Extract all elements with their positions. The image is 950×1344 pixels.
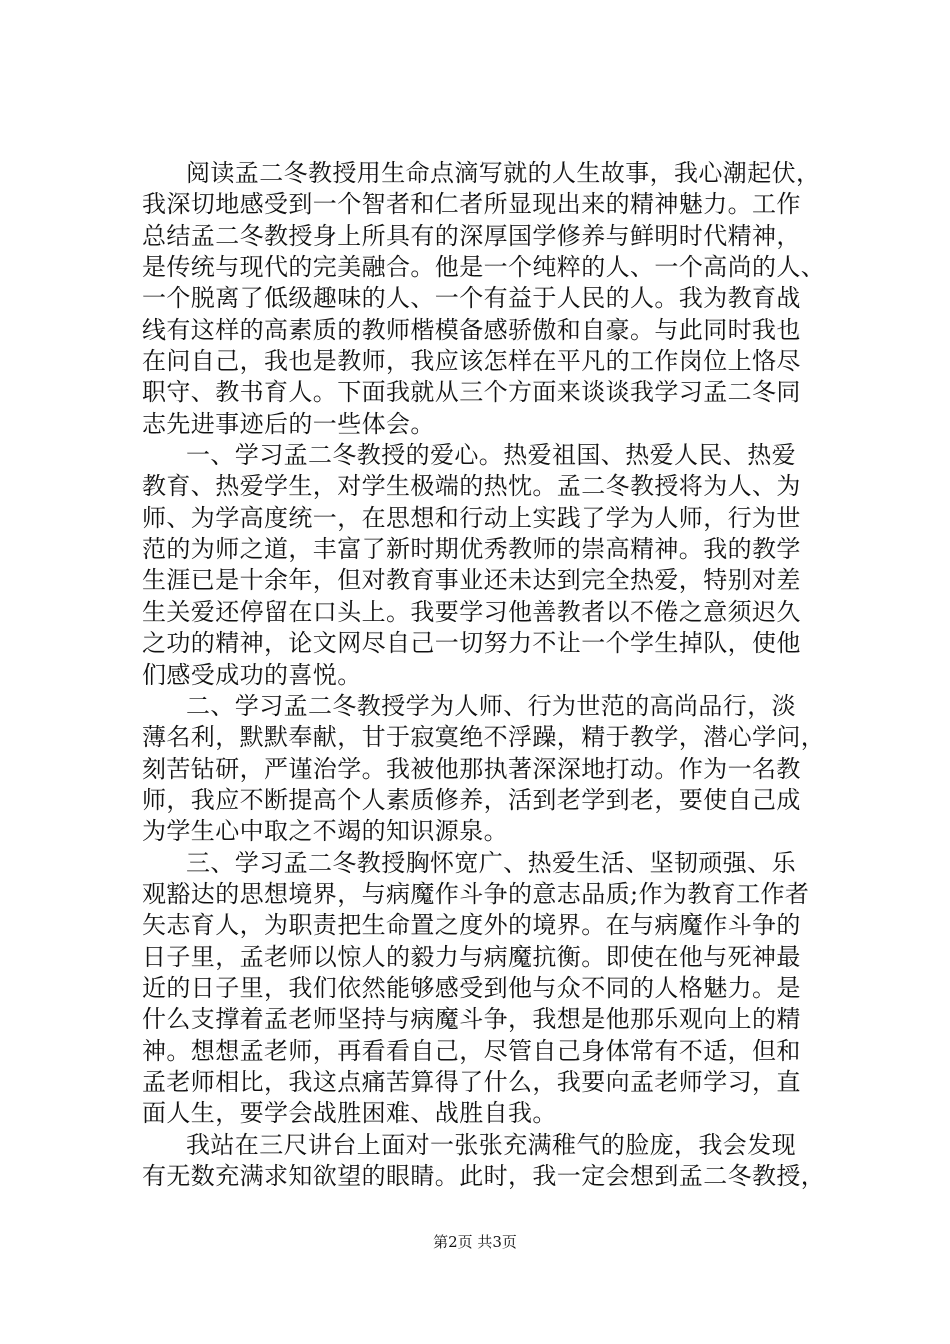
text-line: 我站在三尺讲台上面对一张张充满稚气的脸庞，我会发现 <box>186 1130 796 1159</box>
text-line: 阅读孟二冬教授用生命点滴写就的人生故事，我心潮起伏， <box>186 159 821 187</box>
text-line: 二、学习孟二冬教授学为人师、行为世范的高尚品行，淡 <box>186 691 796 720</box>
text-line: 一、学习孟二冬教授的爱心。热爱祖国、热爱人民、热爱 <box>186 441 796 470</box>
text-line: 范的为师之道，丰富了新时期优秀教师的崇高精神。我的教学 <box>142 535 801 564</box>
text-line: 生涯已是十余年，但对教育事业还未达到完全热爱，特别对差 <box>142 566 801 595</box>
text-line: 志先进事迹后的一些体会。 <box>142 409 435 438</box>
text-line: 孟老师相比，我这点痛苦算得了什么，我要向孟老师学习，直 <box>142 1067 801 1096</box>
text-line: 之功的精神，论文网尽自己一切努力不让一个学生掉队，使他 <box>142 629 801 658</box>
text-line: 生关爱还停留在口头上。我要学习他善教者以不倦之意须迟久 <box>142 597 801 626</box>
text-line: 薄名利，默默奉献，甘于寂寞绝不浮躁，精于教学，潜心学问， <box>142 723 826 752</box>
text-line: 有无数充满求知欲望的眼睛。此时，我一定会想到孟二冬教授， <box>142 1162 826 1190</box>
text-line: 矢志育人，为职责把生命置之度外的境界。在与病魔作斗争的 <box>142 911 801 940</box>
text-line: 教育、热爱学生，对学生极端的热忱。孟二冬教授将为人、为 <box>142 472 801 501</box>
text-line: 神。想想孟老师，再看看自己，尽管自己身体常有不适，但和 <box>142 1036 801 1065</box>
text-line: 近的日子里，我们依然能够感受到他与众不同的人格魅力。是 <box>142 973 801 1002</box>
text-line: 师、为学高度统一，在思想和行动上实践了学为人师，行为世 <box>142 503 801 532</box>
page-footer: 第2页 共3页 <box>433 1233 517 1251</box>
text-line: 们感受成功的喜悦。 <box>142 660 362 689</box>
text-line: 总结孟二冬教授身上所具有的深厚国学修养与鲜明时代精神， <box>142 221 801 250</box>
text-line: 一个脱离了低级趣味的人、一个有益于人民的人。我为教育战 <box>142 284 801 313</box>
text-line: 我深切地感受到一个智者和仁者所显现出来的精神魅力。工作 <box>142 190 801 219</box>
document-body <box>142 158 842 1192</box>
text-line: 观豁达的思想境界，与病魔作斗争的意志品质;作为教育工作者 <box>142 879 810 908</box>
text-line: 线有这样的高素质的教师楷模备感骄傲和自豪。与此同时我也 <box>142 315 801 344</box>
text-line: 在问自己，我也是教师，我应该怎样在平凡的工作岗位上恪尽 <box>142 347 801 376</box>
text-line: 什么支撑着孟老师坚持与病魔斗争，我想是他那乐观向上的精 <box>142 1005 801 1034</box>
text-line: 为学生心中取之不竭的知识源泉。 <box>142 817 508 846</box>
text-line: 三、学习孟二冬教授胸怀宽广、热爱生活、坚韧顽强、乐 <box>186 848 796 877</box>
text-line: 师，我应不断提高个人素质修养，活到老学到老，要使自己成 <box>142 785 801 814</box>
text-line: 是传统与现代的完美融合。他是一个纯粹的人、一个高尚的人、 <box>142 253 826 282</box>
text-line: 面人生，要学会战胜困难、战胜自我。 <box>142 1099 557 1128</box>
text-line: 刻苦钻研，严谨治学。我被他那执著深深地打动。作为一名教 <box>142 754 801 783</box>
text-line: 日子里，孟老师以惊人的毅力与病魔抗衡。即使在他与死神最 <box>142 942 801 971</box>
text-line: 职守、教书育人。下面我就从三个方面来谈谈我学习孟二冬同 <box>142 378 801 407</box>
